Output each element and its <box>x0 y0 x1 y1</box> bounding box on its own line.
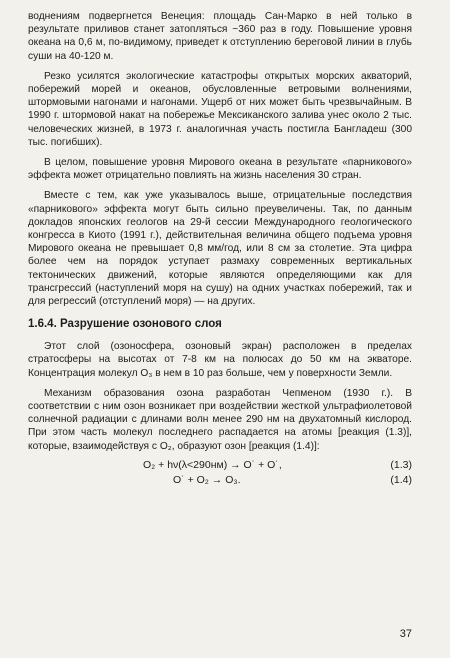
paragraph-ozone-layer: Этот слой (озоносфера, озоновый экран) расположен в пределах стратосферы на высотах от 7-8 км на полюсах до 50 км на экваторе. Концентрация молекул O₃ в нем в 10 раз больше, чем у поверхности Земли. <box>28 341 412 379</box>
paragraph-venice: воднениям подвергнется Венеция: площадь Сан-Марко в ней только в результате приливов станет затопляться ~360 раз в году. Повышение уровня океана на 0,6 м, по-видимому, приведет к отступлению береговой линии в глубь суши на 40-120 м. <box>28 11 412 62</box>
paragraph-chapman-mechanism: Механизм образования озона разработан Чепменом (1930 г.). В соответствии с ним озон возникает при воздействии жесткой ультрафиолетовой солнечной радиации с длинами волн менее 290 нм на двухатомный кислород. При этом часть молекул последнего распадается на атомы [реакция (1.3)], которые, взаимодействуя с O₂, образуют озон [реакция (1.4)]: <box>28 387 412 452</box>
paragraph-thirty-countries: В целом, повышение уровня Мирового океана в результате «парникового» эффекта может отрицательно повлиять на жизнь населения 30 стран. <box>28 157 412 182</box>
formula-number-1-3: (1.3) <box>390 458 412 471</box>
formula-row-1-4 <box>28 473 412 488</box>
page-number: 37 <box>399 628 412 640</box>
formula-number-1-4: (1.4) <box>390 473 412 486</box>
formula-1-4: O˙ + O₂ → O₃. <box>173 473 241 486</box>
formula-row-1-3 <box>28 458 412 473</box>
paragraph-ecological-disasters: Резко усилятся экологические катастрофы открытых морских акваторий, побережий морей и океанов, обусловленные ветровыми волнениями, штормовыми нагонами и нагонами. Ущерб от них может быть чрезвычайным. В 1990 г. штормовой накат на побережье Мексиканского залива унес около 2 тыс. человеческих жизней, в 1973 г. аналогичная участь постигла Бангладеш (300 тыс. погибших). <box>28 70 412 148</box>
paragraph-exaggerated-effects: Вместе с тем, как уже указывалось выше, отрицательные последствия «парникового» эффекта могут быть сильно преувеличены. Так, по данным докладов японских геологов на 29-й сессии Международного геологического конгресса в Киото (1991 г.), действительная величина общего подъема уровня Мирового океана не превышает 0,8 мм/год, или 8 см за столетие. Эта цифра более чем на порядок уступает размаху современных вертикальных тектонических движений, которые являются определяющими как для трансгрессий (наступлений моря на сушу) на одних участках побережий, так и для регрессий (отступлений моря) — на других. <box>28 190 412 308</box>
formula-1-3: O₂ + hν(λ<290нм) → O˙ + O˙, <box>143 458 282 471</box>
section-heading: 1.6.4. Разрушение озонового слоя <box>28 318 222 331</box>
